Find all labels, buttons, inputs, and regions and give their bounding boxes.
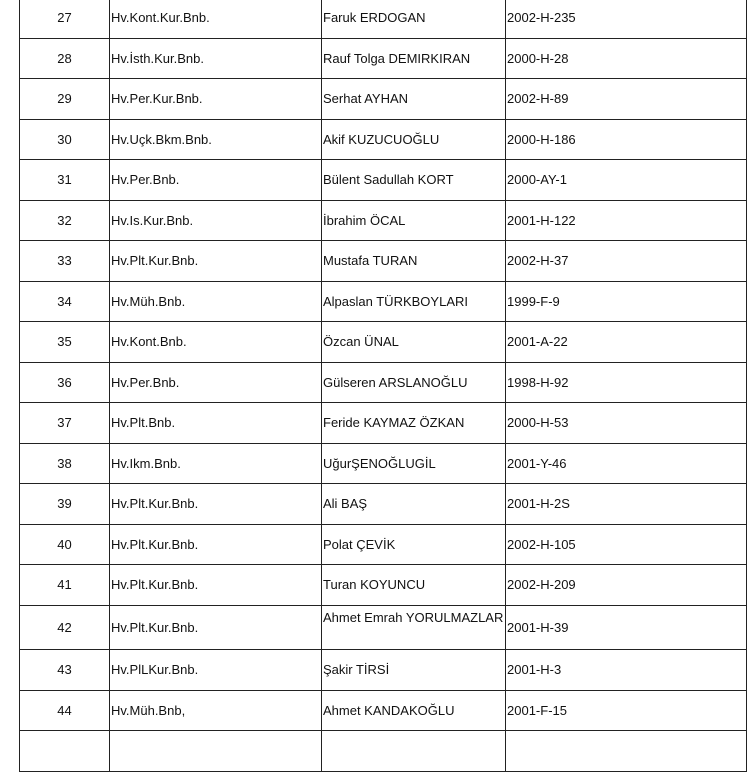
code-cell: 2001-H-122 — [506, 200, 747, 241]
table-row — [20, 403, 747, 444]
code-cell: 2001-H-3 — [506, 650, 747, 691]
unit-cell: Hv.Kont.Bnb. — [110, 322, 322, 363]
name-cell: Mustafa TURAN — [322, 241, 506, 282]
code-cell: 2001-H-39 — [506, 605, 747, 650]
no-cell: 43 — [20, 650, 110, 691]
table-row — [20, 200, 747, 241]
table-row — [20, 565, 747, 606]
name-cell: Özcan ÜNAL — [322, 322, 506, 363]
unit-cell: Hv.İsth.Kur.Bnb. — [110, 38, 322, 79]
code-cell: 2001-H-2S — [506, 484, 747, 525]
name-cell: Alpaslan TÜRKBOYLARI — [322, 281, 506, 322]
no-cell: 34 — [20, 281, 110, 322]
table-row — [20, 605, 747, 650]
code-cell: 2002-H-89 — [506, 79, 747, 120]
name-cell: Ali BAŞ — [322, 484, 506, 525]
name-cell: Akif KUZUCUOĞLU — [322, 119, 506, 160]
unit-cell: Hv.Kont.Kur.Bnb. — [110, 0, 322, 38]
name-cell: Rauf Tolga DEMIRKIRAN — [322, 38, 506, 79]
unit-cell: Hv.Per.Kur.Bnb. — [110, 79, 322, 120]
no-cell: 36 — [20, 362, 110, 403]
no-cell: 32 — [20, 200, 110, 241]
table-row — [20, 241, 747, 282]
table-row — [20, 160, 747, 201]
unit-cell: Hv.Plt.Kur.Bnb. — [110, 524, 322, 565]
name-cell: Ahmet KANDAKOĞLU — [322, 690, 506, 731]
name-cell: Turan KOYUNCU — [322, 565, 506, 606]
table-row — [20, 650, 747, 691]
code-cell: 2000-H-28 — [506, 38, 747, 79]
code-cell: 2001-A-22 — [506, 322, 747, 363]
personnel-table — [19, 0, 747, 772]
table-row — [20, 443, 747, 484]
unit-cell: Hv.Per.Bnb. — [110, 160, 322, 201]
no-cell: 27 — [20, 0, 110, 38]
no-cell: 41 — [20, 565, 110, 606]
name-cell: UğurŞENOĞLUGİL — [322, 443, 506, 484]
table-row — [20, 484, 747, 525]
code-cell: 2002-H-209 — [506, 565, 747, 606]
code-cell: 1998-H-92 — [506, 362, 747, 403]
table-row — [20, 79, 747, 120]
code-cell: 2000-H-53 — [506, 403, 747, 444]
name-cell: Ahmet Emrah YORULMAZLAR — [322, 605, 506, 650]
unit-cell: Hv.Müh.Bnb, — [110, 690, 322, 731]
code-cell: 2001-Y-46 — [506, 443, 747, 484]
no-cell: 28 — [20, 38, 110, 79]
code-cell: 1999-F-9 — [506, 281, 747, 322]
no-cell: 42 — [20, 605, 110, 650]
no-cell: 35 — [20, 322, 110, 363]
table-row — [20, 281, 747, 322]
unit-cell: Hv.Per.Bnb. — [110, 362, 322, 403]
name-cell: Şakir TİRSİ — [322, 650, 506, 691]
no-cell: 37 — [20, 403, 110, 444]
unit-cell: Hv.Plt.Kur.Bnb. — [110, 605, 322, 650]
name-cell: Bülent Sadullah KORT — [322, 160, 506, 201]
code-cell: 2002-H-105 — [506, 524, 747, 565]
table-row — [20, 0, 747, 38]
unit-cell: Hv.Uçk.Bkm.Bnb. — [110, 119, 322, 160]
unit-cell: Hv.Plt.Kur.Bnb. — [110, 565, 322, 606]
name-cell: Feride KAYMAZ ÖZKAN — [322, 403, 506, 444]
unit-cell: Hv.Müh.Bnb. — [110, 281, 322, 322]
code-cell: 2000-H-186 — [506, 119, 747, 160]
unit-cell: Hv.Plt.Bnb. — [110, 403, 322, 444]
code-cell: 2000-AY-1 — [506, 160, 747, 201]
name-cell: Faruk ERDOGAN — [322, 0, 506, 38]
unit-cell: Hv.Plt.Kur.Bnb. — [110, 484, 322, 525]
unit-cell: Hv.Is.Kur.Bnb. — [110, 200, 322, 241]
code-cell: 2001-F-15 — [506, 690, 747, 731]
table-body — [20, 0, 747, 771]
no-cell: 40 — [20, 524, 110, 565]
name-cell: İbrahim ÖCAL — [322, 200, 506, 241]
no-cell: 29 — [20, 79, 110, 120]
table-row — [20, 524, 747, 565]
code-cell: 2002-H-235 — [506, 0, 747, 38]
no-cell: 38 — [20, 443, 110, 484]
no-cell: 30 — [20, 119, 110, 160]
no-cell: 39 — [20, 484, 110, 525]
no-cell: 31 — [20, 160, 110, 201]
unit-cell: Hv.Ikm.Bnb. — [110, 443, 322, 484]
table-row — [20, 119, 747, 160]
table-row — [20, 38, 747, 79]
unit-cell: Hv.Plt.Kur.Bnb. — [110, 241, 322, 282]
code-cell — [506, 731, 747, 772]
table-row — [20, 731, 747, 772]
no-cell: 44 — [20, 690, 110, 731]
unit-cell: Hv.PlLKur.Bnb. — [110, 650, 322, 691]
name-cell: Gülseren ARSLANOĞLU — [322, 362, 506, 403]
code-cell: 2002-H-37 — [506, 241, 747, 282]
name-cell: Serhat AYHAN — [322, 79, 506, 120]
no-cell — [20, 731, 110, 772]
name-cell — [322, 731, 506, 772]
name-cell: Polat ÇEVİK — [322, 524, 506, 565]
unit-cell — [110, 731, 322, 772]
table-row — [20, 362, 747, 403]
table-row — [20, 322, 747, 363]
no-cell: 33 — [20, 241, 110, 282]
table-row — [20, 690, 747, 731]
